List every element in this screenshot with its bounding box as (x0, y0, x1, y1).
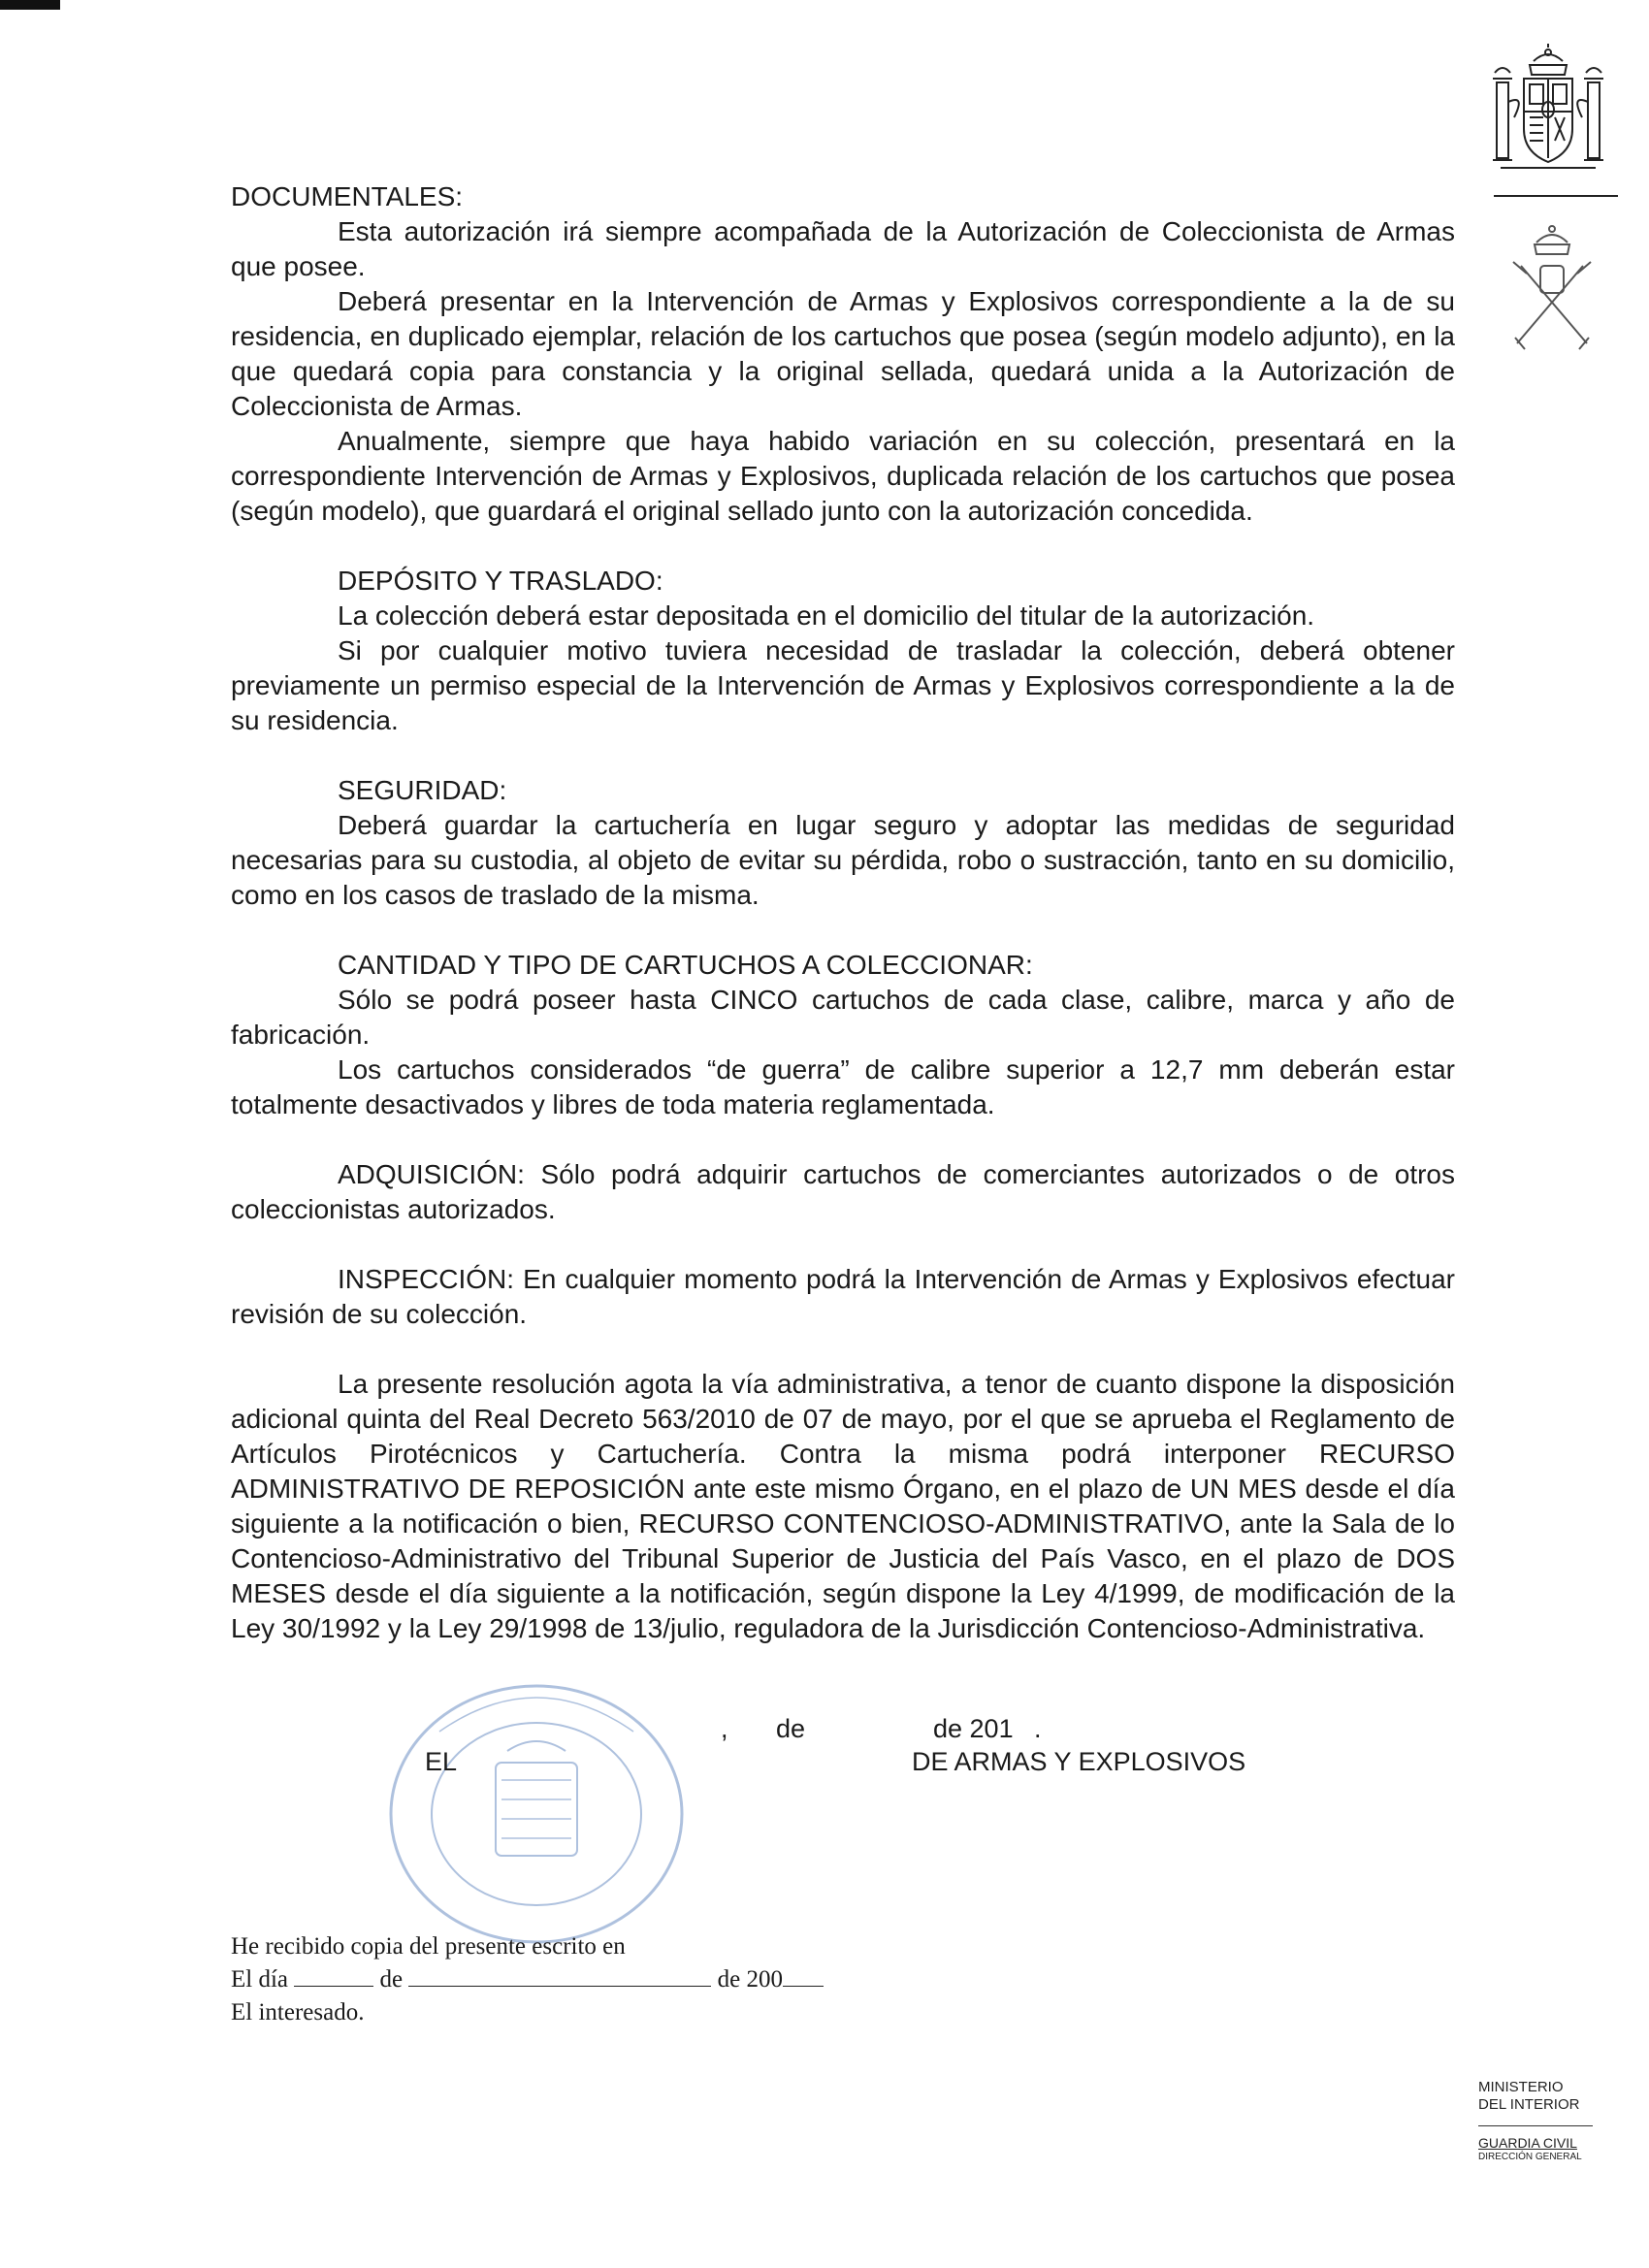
date-de: de (776, 1714, 806, 1743)
paragraph: Deberá guardar la cartuchería en lugar seguro y adoptar las medidas de seguridad necesarias para su custodia, al objeto de evitar su pérdida, robo o sustracción, tanto en su domicilio, como en los casos de traslado de la misma. (231, 810, 1455, 910)
section-heading-cantidad: CANTIDAD Y TIPO DE CARTUCHOS A COLECCIONAR: (338, 950, 1033, 980)
signatory-prefix: EL (425, 1747, 458, 1776)
day-blank (294, 1964, 373, 1987)
section-recurso (231, 1367, 1455, 1646)
section-deposito (231, 564, 1455, 738)
signatory-department: DE ARMAS Y EXPLOSIVOS (912, 1747, 1246, 1776)
guardia-civil-emblem-icon (1500, 221, 1604, 353)
paragraph (231, 1262, 1455, 1332)
year-blank (783, 1964, 824, 1987)
paragraph: Esta autorización irá siempre acompañada de la Autorización de Coleccionista de Armas que posee. (231, 216, 1455, 281)
section-documentales (231, 179, 1455, 529)
paragraph: Si por cualquier motivo tuviera necesidad de trasladar la colección, deberá obtener previamente un permiso especial de la Intervención de Armas y Explosivos correspondiente a la de su residencia. (231, 635, 1455, 735)
section-cantidad (231, 948, 1455, 1122)
receipt-line-1: He recibido copia del presente escrito en (231, 1933, 626, 1960)
adquisicion-text: Sólo podrá adquirir cartuchos de comerciantes autorizados o de otros coleccionistas autorizados. (231, 1159, 1455, 1224)
official-stamp-icon (381, 1673, 692, 1950)
section-heading-deposito: DEPÓSITO Y TRASLADO: (338, 566, 663, 596)
footer-ministry (1478, 2079, 1593, 2163)
paragraph: Anualmente, siempre que haya habido variación en su colección, presentará en la correspondiente Intervención de Armas y Explosivos, duplicada relación de los cartuchos que posea (según modelo), que guardará el original sellado junto con la autorización concedida. (231, 426, 1455, 526)
ministry-line-2: DEL INTERIOR (1478, 2096, 1580, 2113)
footer-divider (1478, 2125, 1593, 2126)
document-body (231, 179, 1455, 1646)
date-period: . (1034, 1714, 1042, 1743)
date-year: de 201 (933, 1714, 1014, 1743)
section-adquisicion (231, 1157, 1455, 1227)
ministry-line-1: MINISTERIO (1478, 2079, 1564, 2095)
receipt-line-3: El interesado. (231, 1999, 365, 2025)
paragraph: La colección deberá estar depositada en el domicilio del titular de la autorización. (338, 600, 1315, 631)
receipt-block (231, 1930, 824, 2029)
spain-coat-of-arms-icon (1487, 44, 1609, 179)
receipt-day-label: El día (231, 1966, 289, 1993)
paragraph: La presente resolución agota la vía administrativa, a tenor de cuanto dispone la disposición adicional quinta del Real Decreto 563/2010 de 07 de mayo, por el que se aprueba el Reglamento de Artículos Pirotécnicos y Cartuchería. Contra la misma podrá interponer RECURSO ADMINISTRATIVO DE REPOSICIÓN ante este mismo Órgano, en el plazo de UN MES desde el día siguiente a la notificación o bien, RECURSO CONTENCIOSO-ADMINISTRATIVO, ante la Sala de lo Contencioso-Administrativo del Tribunal Superior de Justicia del País Vasco, en el plazo de DOS MESES desde el día siguiente a la notificación, según dispone la Ley 4/1999, de modificación de la Ley 30/1992 y la Ley 29/1998 de 13/julio, reguladora de la Jurisdicción Contencioso-Administrativa. (231, 1369, 1455, 1643)
paragraph: Sólo se podrá poseer hasta CINCO cartuchos de cada clase, calibre, marca y año de fabricación. (231, 985, 1455, 1050)
section-heading-documentales: DOCUMENTALES: (231, 181, 464, 211)
date-comma: , (721, 1714, 728, 1743)
direccion-general-label: DIRECCIÓN GENERAL (1478, 2152, 1582, 2162)
receipt-de-label: de (379, 1966, 404, 1993)
paragraph: Deberá presentar en la Intervención de Armas y Explosivos correspondiente a la de su residencia, en duplicado ejemplar, relación de los cartuchos que posea (según modelo adjunto), en la que quedará copia para constancia y la original sellada, quedará unida a la Autorización de Coleccionista de Armas. (231, 286, 1455, 421)
inspeccion-text: En cualquier momento podrá la Intervención de Armas y Explosivos efectuar revisión de su colección. (231, 1264, 1455, 1329)
paragraph (231, 1157, 1455, 1227)
receipt-year-label: de 200 (717, 1966, 783, 1993)
paragraph: Los cartuchos considerados “de guerra” de calibre superior a 12,7 mm deberán estar totalmente desactivados y libres de toda materia reglamentada. (231, 1054, 1455, 1119)
header-divider (1494, 195, 1618, 197)
section-heading-seguridad: SEGURIDAD: (338, 775, 507, 805)
guardia-civil-label: GUARDIA CIVIL (1478, 2135, 1577, 2151)
section-heading-inspeccion: INSPECCIÓN: (338, 1264, 515, 1294)
section-inspeccion (231, 1262, 1455, 1332)
section-heading-adquisicion: ADQUISICIÓN: (338, 1159, 525, 1189)
receipt-line-2 (231, 1963, 824, 1996)
section-seguridad (231, 773, 1455, 913)
scan-edge-mark (0, 0, 60, 10)
month-blank (408, 1964, 711, 1987)
